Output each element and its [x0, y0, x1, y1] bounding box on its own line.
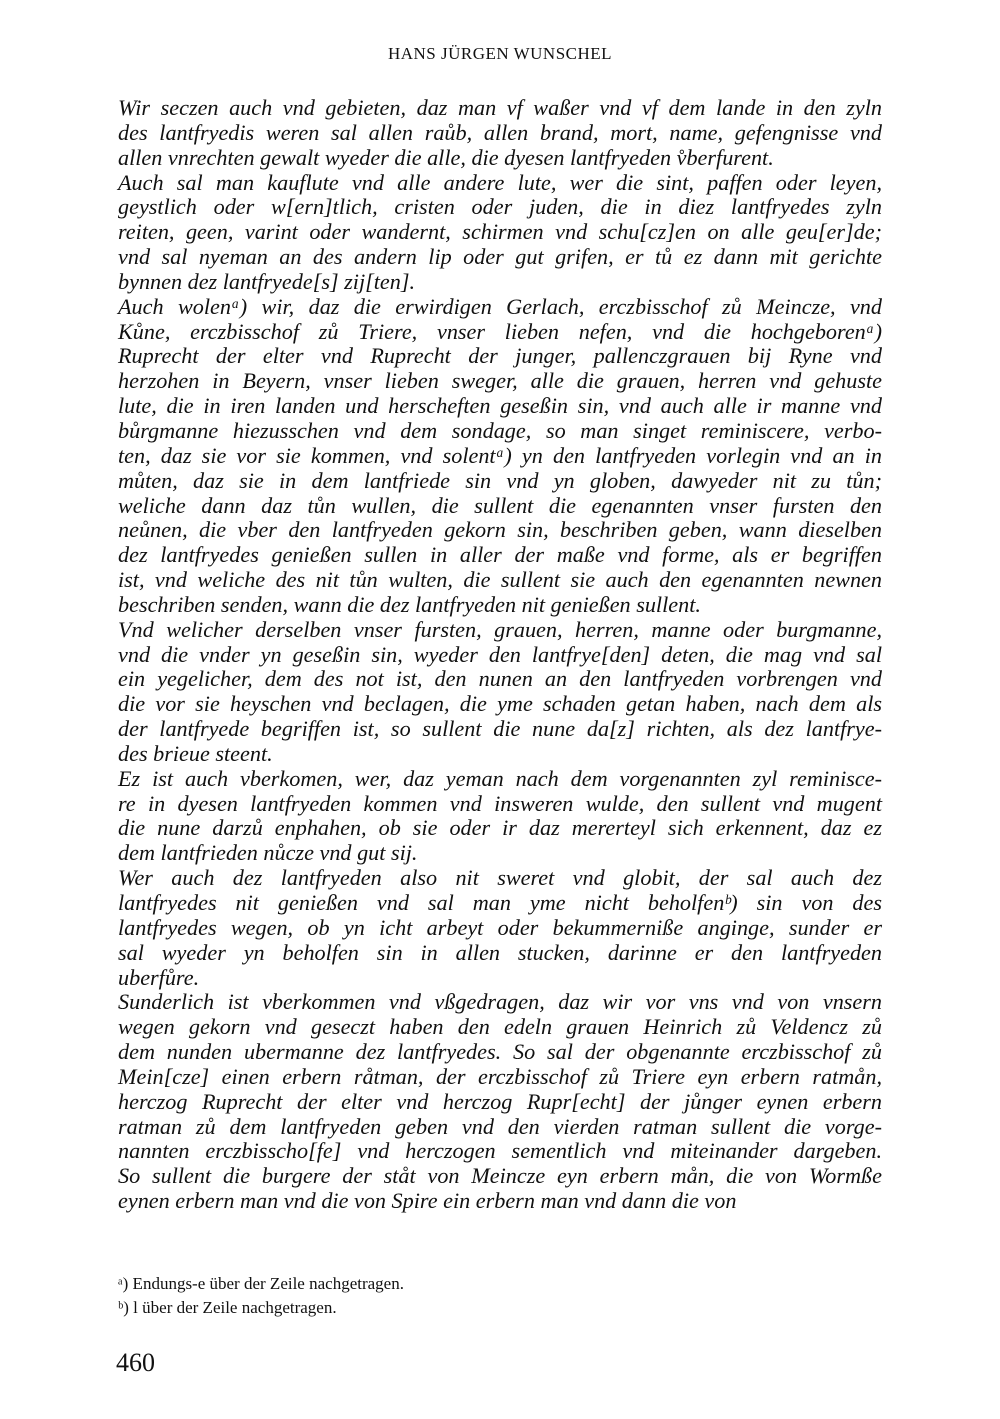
text-line: Kůne, erczbisschof zů Triere, vnser lieben nefen, vnd die hochgeborenᵃ): [118, 318, 882, 344]
text-line: dem lantfrieden nůcze vnd gut sij.: [118, 840, 418, 866]
text-line: Ez ist auch vberkomen, wer, daz yeman nach dem vorgenannten zyl reminisce-: [118, 765, 882, 791]
text-line: der lantfryede begriffen ist, so sullent die nune da[z] richten, als dez lantfrye-: [118, 716, 882, 742]
text-line: můten, daz sie in dem lantfriede sin vnd yn globen, dawyeder nit zu tůn;: [118, 467, 882, 493]
text-line: allen vnrechten gewalt wyeder die alle, die dyesen lantfryeden v̊berfurent.: [118, 144, 774, 170]
text-line: bůrgmanne hiezusschen vnd dem sondage, so man singet reminiscere, verbo-: [118, 417, 882, 443]
text-line: bynnen dez lantfryede[s] zij[ten].: [118, 268, 416, 294]
text-line: Mein[cze] einen erbern råtman, der erczbisschof zů Triere eyn erbern ratmån,: [118, 1063, 882, 1089]
text-line: des lantfryedis weren sal allen raůb, allen brand, mort, name, gefengnisse vnd: [118, 119, 882, 145]
text-line: eynen erbern man vnd die von Spire ein erbern man vnd dann die von: [118, 1188, 737, 1214]
text-line: Wer auch dez lantfryeden also nit sweret vnd globit, der sal auch dez: [118, 865, 882, 891]
text-line: ten, daz sie vor sie kommen, vnd solentᵃ) yn den lantfryeden vorlegin vnd an in: [118, 442, 882, 468]
text-line: neůnen, die vber den lantfryeden gekorn sin, beschriben geben, wann dieselben: [118, 517, 882, 543]
text-line: Vnd welicher derselben vnser fursten, grauen, herren, manne oder burgmanne,: [118, 616, 882, 642]
text-line: vnd die vnder yn geseßin sin, wyeder den lantfrye[den] deten, die mag vnd sal: [118, 641, 882, 667]
text-line: re in dyesen lantfryeden kommen vnd insweren wulde, den sullent vnd mugent: [118, 790, 882, 816]
running-header: HANS JÜRGEN WUNSCHEL: [387, 44, 613, 63]
main-text: [118, 96, 882, 1214]
paragraph: [118, 767, 882, 866]
text-line: reiten, geen, varint oder wandernt, schirmen vnd schu[cz]en on alle geu[er]de;: [118, 219, 882, 245]
text-line: weliche dann daz tůn wullen, die sullent die egenannten vnser fursten den: [118, 492, 882, 518]
text-line: dez lantfryedes genießen sullen in aller der maße vnd forme, als er begriffen: [118, 542, 882, 568]
text-line: lantfryedes nit genießen vnd sal man yme nicht beholfenᵇ) sin von des: [118, 890, 882, 915]
paragraph: [118, 866, 882, 990]
text-line: wegen gekorn vnd geseczt haben den edeln grauen Heinrich zů Veldencz zů: [118, 1014, 882, 1040]
text-line: des brieue steent.: [118, 740, 273, 766]
text-line: herzohen in Beyern, vnser lieben sweger, alle die grauen, herren vnd gehuste: [118, 368, 882, 394]
paragraph: [118, 295, 882, 618]
text-line: Auch wolenᵃ) wir, daz die erwirdigen Gerlach, erczbisschof zů Meincze, vnd: [118, 293, 882, 319]
text-line: Ruprecht der elter vnd Ruprecht der junger, pallenczgrauen bij Ryne vnd: [118, 343, 882, 369]
text-line: ist, vnd weliche des nit tůn wulten, die sullent sie auch den egenannten newnen: [118, 567, 882, 593]
text-line: Sunderlich ist vberkommen vnd vßgedragen, daz wir vor vns vnd von vnsern: [118, 989, 882, 1015]
footnote: ᵇ) l über der Zeile nachgetragen.: [118, 1298, 337, 1317]
text-line: die vor sie heyschen vnd beclagen, die yme schaden getan haben, nach dem als: [118, 691, 882, 717]
text-line: beschriben senden, wann die dez lantfryeden nit genießen sullent.: [118, 591, 701, 617]
text-line: dem nunden ubermanne dez lantfryedes. So sal der obgenannte erczbisschof zů: [118, 1039, 882, 1065]
text-line: So sullent die burgere der ståt von Meincze eyn erbern mån, die von Wormße: [118, 1163, 882, 1189]
paragraph: [118, 171, 882, 295]
text-line: nannten erczbisscho[fe] vnd herczogen sementlich vnd miteinander dargeben.: [118, 1138, 882, 1164]
page-number: 460: [116, 1348, 155, 1377]
paragraph: [118, 96, 882, 171]
text-line: lantfryedes wegen, ob yn icht arbeyt oder bekummerniße anginge, sunder er: [118, 914, 882, 940]
paragraph: [118, 618, 882, 767]
text-line: ratman zů dem lantfryeden geben vnd den vierden ratman sullent die vorge-: [118, 1113, 882, 1139]
text-line: die nune darzů enphahen, ob sie oder ir daz mererteyl sich erkennent, daz ez: [118, 815, 882, 841]
text-line: Wir seczen auch vnd gebieten, daz man vf waßer vnd vf dem lande in den zyln: [118, 95, 882, 120]
text-line: Auch sal man kauflute vnd alle andere lute, wer die sint, paffen oder leyen,: [118, 169, 882, 195]
text-line: lute, die in iren landen und herscheften geseßin sin, vnd auch alle ir manne vnd: [118, 393, 882, 419]
text-line: herczog Ruprecht der elter vnd herczog Rupr[echt] der jůnger eynen erbern: [118, 1088, 882, 1114]
text-line: vnd sal nyeman an des andern lip oder gut grifen, er tů ez dann mit gerichte: [118, 244, 882, 270]
footnote: ᵃ) Endungs-e über der Zeile nachgetragen.: [118, 1274, 404, 1293]
text-line: ein yegelicher, dem des not ist, den nunen an den lantfryeden vorbrengen vnd: [118, 666, 882, 692]
text-line: sal wyeder yn beholfen sin in allen stucken, darinne er den lantfryeden: [118, 939, 882, 965]
text-line: uberfůre.: [118, 964, 200, 990]
text-line: geystlich oder w[ern]tlich, cristen oder juden, die in diez lantfryedes zyln: [118, 194, 882, 220]
paragraph: [118, 990, 882, 1214]
footnotes: [118, 1272, 882, 1320]
